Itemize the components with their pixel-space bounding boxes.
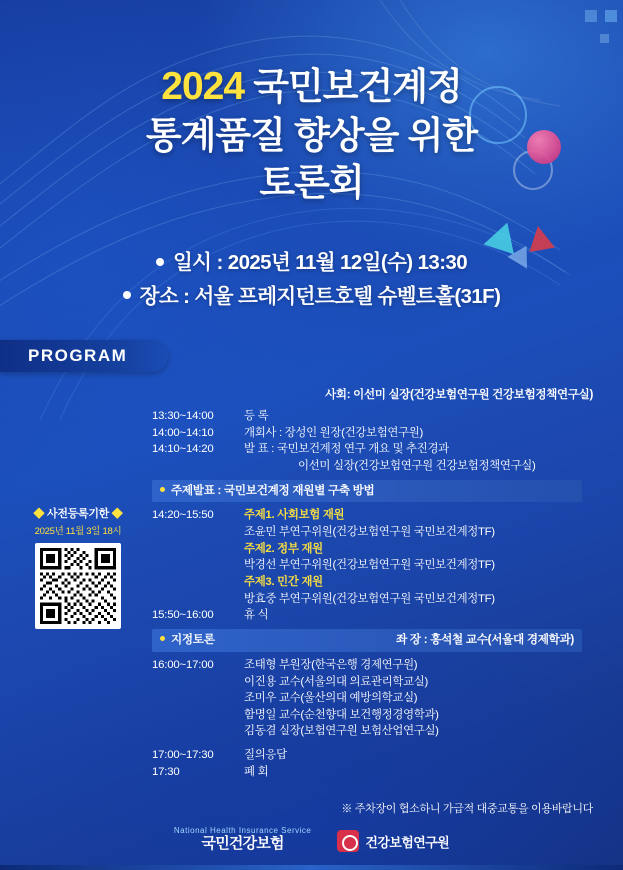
registration-title-text: 사전등록기한 (47, 508, 109, 520)
bullet-icon (160, 636, 165, 641)
logo-hiri-label: 건강보험연구원 (365, 834, 450, 850)
bullet-icon (156, 258, 164, 266)
schedule-time: 14:00~14:10 (152, 426, 214, 439)
schedule-row (152, 607, 582, 624)
event-datetime (0, 246, 623, 280)
program-schedule (152, 408, 582, 780)
schedule-time: 14:20~15:50 (152, 509, 214, 522)
title-line-1-text: 국민보건계정 (244, 66, 462, 107)
logo-nhis (174, 827, 311, 852)
footer-logos (0, 827, 623, 852)
bullet-icon (123, 291, 131, 299)
section-header-label: 지정토론 (171, 632, 215, 646)
logo-nhis-korean: 국민건강보험 (201, 834, 284, 852)
event-venue-text: 장소 : 서울 프레지던트호텔 슈벨트홀(31F) (139, 284, 501, 308)
schedule-row (152, 747, 582, 764)
schedule-row (152, 441, 582, 474)
schedule-panelists (244, 657, 582, 740)
topic-label: 주제1. 사회보험 재원 (244, 509, 345, 522)
schedule-time: 17:30 (152, 765, 180, 778)
parking-notice: ※ 주차장이 협소하니 가급적 대중교통을 이용바랍니다 (341, 803, 593, 815)
decorative-square (585, 10, 597, 22)
schedule-time: 16:00~17:00 (152, 658, 214, 671)
schedule-row (152, 408, 582, 425)
event-datetime-text: 일시 : 2025년 11월 12일(수) 13:30 (172, 251, 468, 274)
program-banner (0, 340, 168, 372)
schedule-time: 13:30~14:00 (152, 410, 214, 422)
schedule-desc: 등 록 (244, 410, 269, 422)
logo-hiri (337, 830, 449, 852)
program-banner-label: PROGRAM (28, 346, 128, 365)
schedule-row (152, 425, 582, 442)
section-header-label: 주제발표 : 국민보건계정 재원별 구축 방법 (171, 483, 375, 497)
schedule-row (152, 764, 582, 781)
panelist: 이진용 교수(서울의대 의료관리학교실) (244, 675, 428, 688)
hiri-mark-icon (337, 830, 359, 852)
section-header-label-wrap (160, 632, 215, 649)
title-year: 2024 (161, 65, 245, 108)
star-icon: ◆ (33, 508, 45, 520)
schedule-desc-main: 발 표 : 국민보건계정 연구 개요 및 추진경과 (244, 443, 449, 456)
title-line-3: 토론회 (259, 162, 364, 204)
registration-deadline: 2025년 11월 3일 18시 (34, 526, 122, 537)
title-line-2: 통계품질 향상을 위한 (145, 114, 478, 156)
qr-code-icon (40, 548, 116, 624)
section-header-discussion (152, 629, 582, 652)
schedule-time: 17:00~17:30 (152, 749, 214, 762)
decorative-square (600, 34, 609, 43)
schedule-row-topics (152, 507, 582, 607)
schedule-desc: 개회사 : 장성인 원장(건강보험연구원) (244, 426, 423, 439)
section-chair: 좌 장 : 홍석철 교수(서울대 경제학과) (396, 632, 574, 646)
spacer (152, 740, 582, 747)
bullet-icon (160, 487, 165, 492)
panelist: 김동겸 실장(보험연구원 보험산업연구실) (244, 725, 439, 738)
title-line-1 (0, 62, 623, 112)
panelist: 조미우 교수(울산의대 예방의학교실) (244, 692, 418, 705)
schedule-row-panel (152, 657, 582, 740)
topic-speaker: 방효중 부연구위원(건강보험연구원 국민보건계정TF) (244, 592, 495, 605)
star-icon: ◆ (111, 508, 123, 520)
registration-qr-code[interactable] (35, 543, 121, 629)
topic-speaker: 박경선 부연구위원(건강보험연구원 국민보건계정TF) (244, 559, 495, 572)
topic-label: 주제2. 정부 재원 (244, 542, 323, 555)
panelist: 조태형 부원장(한국은행 경제연구원) (244, 658, 418, 671)
panelist: 함명일 교수(순천향대 보건행정경영학과) (244, 708, 439, 721)
moderator-line: 사회: 이선미 실장(건강보험연구원 건강보험정책연구실) (325, 389, 593, 401)
schedule-topics (244, 507, 582, 607)
registration-title (22, 505, 134, 521)
topic-speaker: 조윤민 부연구위원(건강보험연구원 국민보건계정TF) (244, 526, 495, 539)
topic-label: 주제3. 민간 재원 (244, 576, 323, 589)
section-header-presentations (152, 480, 582, 503)
schedule-time: 14:10~14:20 (152, 443, 214, 456)
decorative-square (605, 10, 617, 22)
poster-title (0, 62, 623, 207)
section-header-label-wrap (160, 483, 374, 500)
bottom-accent-bar (0, 865, 623, 870)
registration-block (22, 505, 134, 629)
schedule-desc-sub: 이선미 실장(건강보험연구원 건강보험정책연구실) (298, 459, 536, 472)
event-venue (0, 280, 623, 314)
event-info (0, 246, 623, 314)
logo-nhis-english: National Health Insurance Service (173, 825, 312, 835)
schedule-desc: 휴 식 (244, 609, 269, 622)
schedule-time: 15:50~16:00 (152, 609, 214, 622)
schedule-desc: 질의응답 (244, 749, 287, 762)
schedule-desc (244, 441, 582, 474)
schedule-desc: 폐 회 (244, 765, 269, 778)
